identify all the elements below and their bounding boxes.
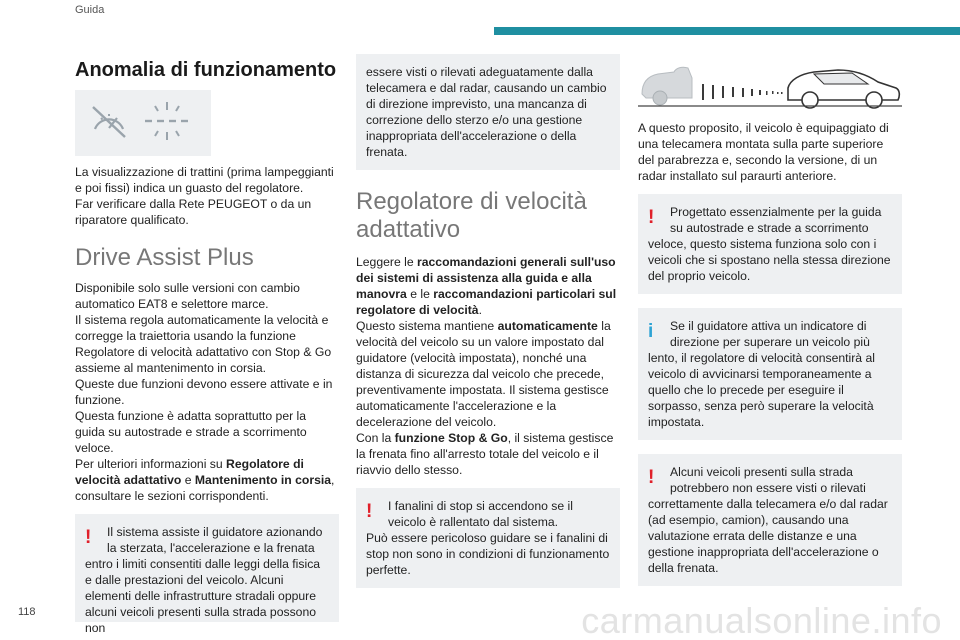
column-2: [356, 54, 620, 588]
text-run: Questo sistema mantiene: [356, 319, 498, 333]
anomaly-text: La visualizzazione di trattini (prima lampeggianti e poi fissi) indica un guasto del regolatore. Far verificare dalla Rete PEUGEOT o da un riparatore qualificato.: [75, 165, 334, 227]
warning-note-assist: [75, 514, 339, 635]
warning-note-brake-lights: [356, 488, 620, 588]
info-note-overtaking: [638, 308, 902, 440]
note-first-line: Progettato essenzialmente per la guida su autostrade e strade a scorrimento: [670, 205, 882, 235]
dashes-blinking-icon: [139, 98, 199, 148]
note-first-line: I fanalini di stop si accendono se il veicolo è rallentato dal sistema.: [388, 499, 573, 529]
heading-drive-assist: Drive Assist Plus: [75, 244, 254, 271]
drive-assist-text: Disponibile solo sulle versioni con cambio automatico EAT8 e selettore marce. Il sistema regola automaticamente la velocità e corregge la traiettoria usando la funzione Regolatore di velocità adattativo con Stop & Go assieme al mantenimento in corsia. Queste due funzioni devono essere attivate e in funzione. Questa funzione è adatta soprattutto per la guida su autostrade e strade a scorrimento veloce.: [75, 281, 333, 455]
note-body: entro i limiti consentiti dalle leggi della fisica e dalle prestazioni del veicolo. Alcuni elementi delle infrastrutture stradali oppure alcuni veicoli presenti sulla strada possono non: [85, 557, 321, 635]
warning-icon: !: [648, 467, 655, 488]
cruise-recommendations-link: raccomandazioni particolari sul regolatore di velocità: [356, 287, 617, 317]
warning-icon: !: [366, 501, 373, 522]
ref-lane-link: Mantenimento in corsia: [194, 473, 332, 487]
column-1: [75, 58, 339, 635]
recommendations-text: [356, 254, 620, 318]
note-first-line: Se il guidatore attiva un indicatore di direzione per superare un veicolo più: [670, 319, 870, 349]
anomaly-icon-box: [75, 90, 211, 156]
general-recommendations-link: raccomandazioni generali sull'uso dei sistemi di assistenza alla guida e alla manovra: [356, 255, 616, 301]
system-description: [356, 318, 620, 430]
warning-note-assist-continued: [356, 54, 620, 170]
note-first-line: Il sistema assiste il guidatore azionando la sterzata, l'accelerazione e la frenata: [107, 525, 323, 555]
camera-radar-intro: A questo proposito, il veicolo è equipaggiato di una telecamera montata sulla parte superiore del parabrezza e, secondo la versione, di un radar installato sul paraurti anteriore.: [638, 121, 889, 183]
info-icon: i: [648, 321, 654, 342]
note-body: veloce, questo sistema funziona solo con i veicoli che si spostano nella stessa direzione del proprio veicolo.: [648, 237, 891, 283]
stop-go-description: [356, 430, 620, 478]
text-run: , il sistema gestisce la frenata fino all'arresto totale del veicolo e il riavvio dello stesso.: [356, 431, 614, 477]
speedometer-crossed-icon: [87, 101, 131, 145]
drive-assist-reference: [75, 456, 339, 504]
watermark: carmanualsonline.info: [581, 600, 942, 640]
section-tab: Guida: [75, 4, 105, 16]
note-body: essere visti o rilevati adeguatamente dalla telecamera e dal radar, causando un cambio di direzione imprevisto, una mancanza di correzione dello sterzo e/o una gestione inappropriata dell'accelerazione o della frenata.: [366, 65, 607, 159]
text-run: la velocità del veicolo su un valore impostato dal guidatore (velocità impostata), nonché una distanza di sicurezza dal veicolo che precede, preventivamente impostata. Il sistema gestisce automaticamente l'accelerazione e la decelerazione del veicolo.: [356, 319, 611, 429]
ref-text: Per ulteriori informazioni su: [75, 457, 227, 471]
note-body: Può essere pericoloso guidare se i fanalini di stop non sono in condizioni di funzionamento perfette.: [366, 531, 610, 577]
ref-text: , consultare le sezioni corrispondenti.: [75, 473, 335, 503]
warning-note-detection: [638, 454, 902, 586]
text-run: .: [478, 303, 482, 317]
heading-anomaly: Anomalia di funzionamento: [75, 59, 337, 81]
page-number: 118: [18, 606, 36, 618]
text-run: Con la: [356, 431, 395, 445]
text-run: Leggere le: [356, 255, 417, 269]
column-3: [638, 54, 902, 586]
heading-adaptive-cruise: Regolatore di velocità adattativo: [356, 188, 587, 243]
ref-acc-link: Regolatore di velocità adattativo: [75, 457, 304, 487]
warning-icon: !: [648, 207, 655, 228]
ref-text: e: [181, 473, 195, 487]
text-bold: automaticamente: [497, 319, 598, 333]
accent-bar: [494, 27, 960, 35]
car-radar-icon: [638, 54, 902, 112]
warning-note-highway: [638, 194, 902, 294]
text-run: e le: [406, 287, 434, 301]
warning-icon: !: [85, 527, 92, 548]
note-first-line: Alcuni veicoli presenti sulla strada potrebbero non essere visti o rilevati: [670, 465, 866, 495]
stop-go-term: funzione Stop & Go: [394, 431, 508, 445]
note-body: lento, il regolatore di velocità consentirà al veicolo di avvicinarsi temporaneamente a quello che lo precede per eseguire il sorpasso, senza però superare la velocità impostata.: [648, 351, 875, 429]
note-body: correttamente dalla telecamera e/o dal radar (ad esempio, camion), causando una valutazione errata delle distanze e una gestione inappropriata dell'accelerazione o della frenata.: [648, 497, 888, 575]
